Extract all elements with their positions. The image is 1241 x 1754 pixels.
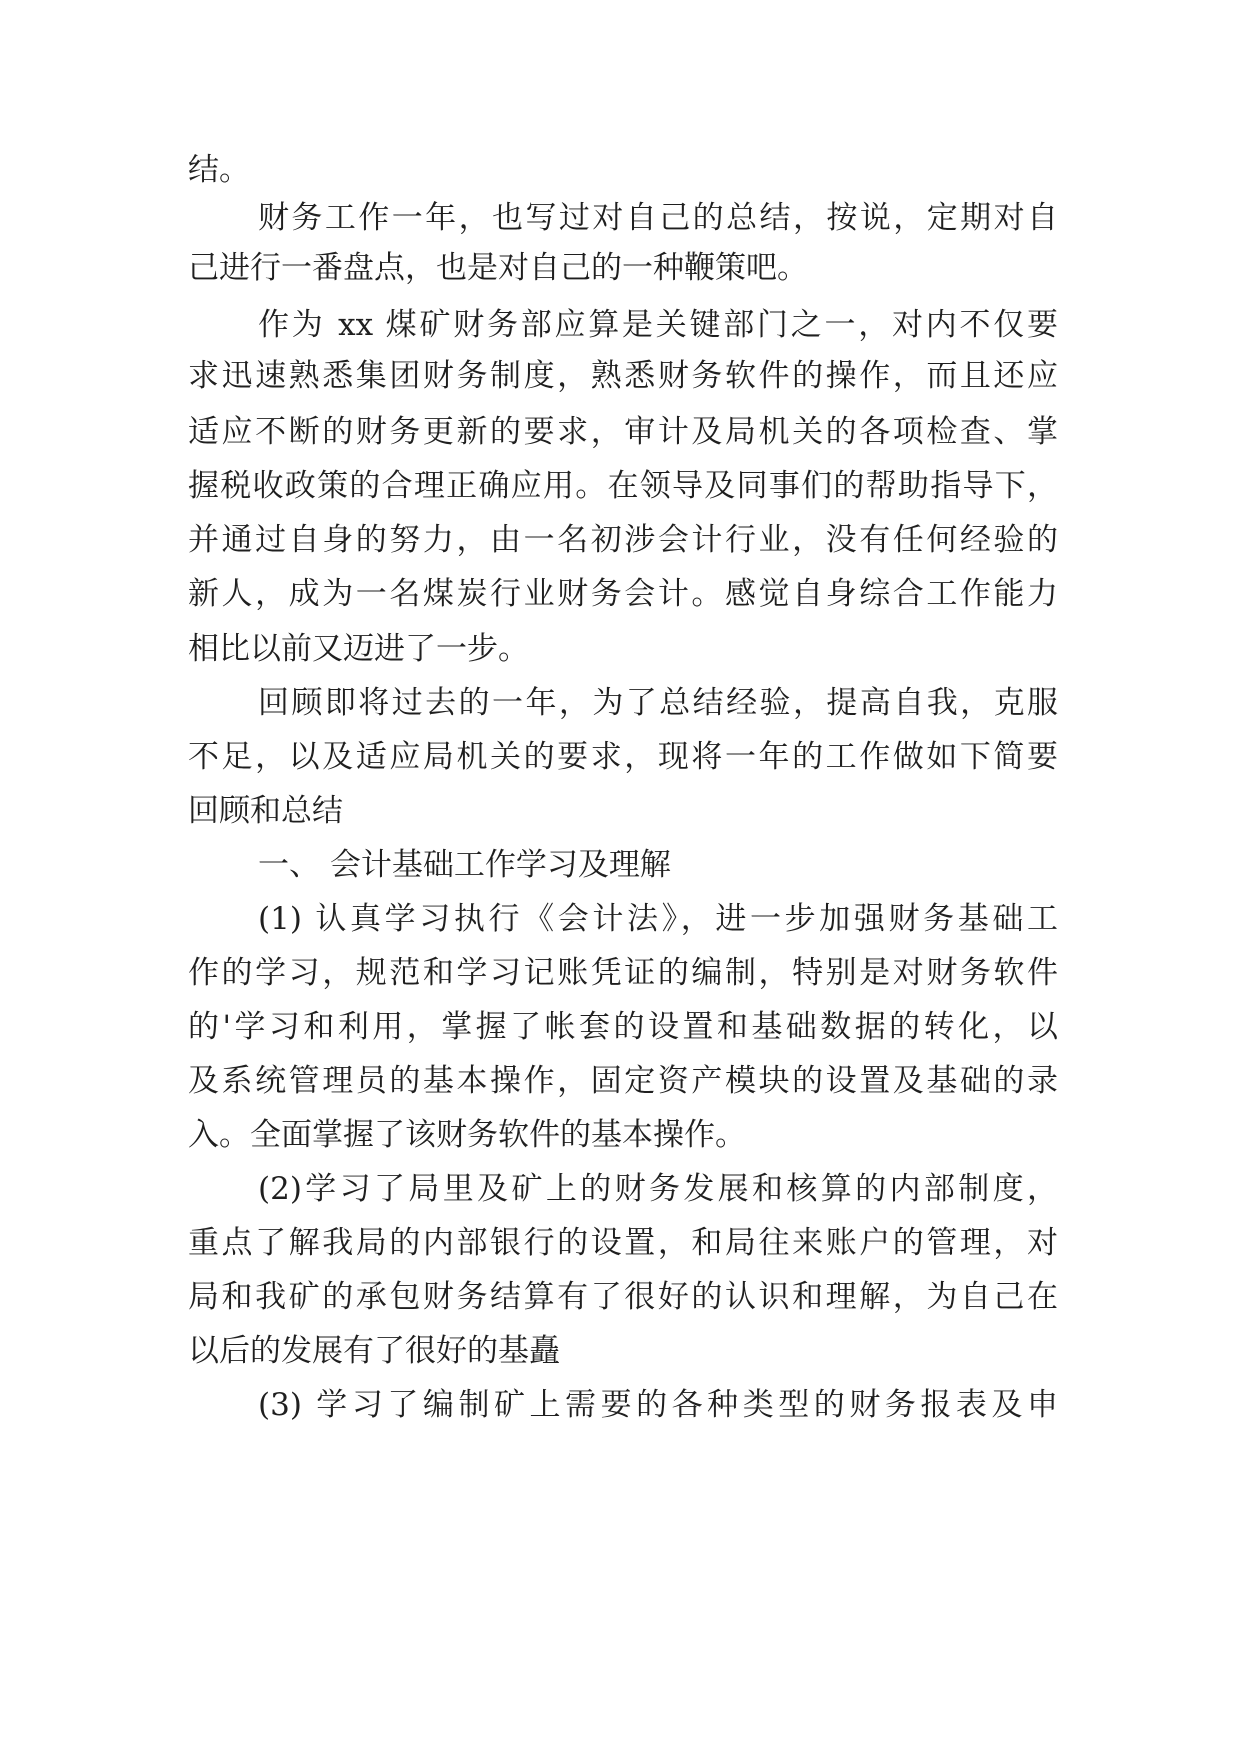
text-line-9: 新人，成为一名煤炭行业财务会计。感觉自身综合工作能力 bbox=[188, 576, 1058, 612]
text-line-17: 的'学习和利用，掌握了帐套的设置和基础数据的转化，以 bbox=[188, 1009, 1058, 1045]
section-heading-1: 一、 会计基础工作学习及理解 bbox=[258, 847, 671, 883]
text-line-5: 求迅速熟悉集团财务制度，熟悉财务软件的操作，而且还应 bbox=[188, 358, 1058, 394]
text-line-8: 并通过自身的努力，由一名初涉会计行业，没有任何经验的 bbox=[188, 522, 1058, 558]
text-line-11: 回顾即将过去的一年，为了总结经验，提高自我，克服 bbox=[258, 685, 1058, 721]
text-line-1: 结。 bbox=[188, 152, 250, 188]
text-line-3: 己进行一番盘点，也是对自己的一种鞭策吧。 bbox=[188, 250, 808, 286]
text-line-18: 及系统管理员的基本操作，固定资产模块的设置及基础的录 bbox=[188, 1063, 1058, 1099]
text-line-16: 作的学习，规范和学习记账凭证的编制，特别是对财务软件 bbox=[188, 955, 1058, 991]
text-line-23: 以后的发展有了很好的基矗 bbox=[188, 1333, 560, 1369]
text-line-22: 局和我矿的承包财务结算有了很好的认识和理解，为自己在 bbox=[188, 1279, 1058, 1315]
text-line-10: 相比以前又迈进了一步。 bbox=[188, 631, 529, 667]
text-line-13: 回顾和总结 bbox=[188, 793, 343, 829]
text-line-4: 作为 xx 煤矿财务部应算是关键部门之一，对内不仅要 bbox=[258, 307, 1058, 343]
text-line-2: 财务工作一年，也写过对自己的总结，按说，定期对自 bbox=[258, 200, 1058, 236]
text-line-21: 重点了解我局的内部银行的设置，和局往来账户的管理，对 bbox=[188, 1225, 1058, 1261]
text-line-19: 入。全面掌握了该财务软件的基本操作。 bbox=[188, 1117, 746, 1153]
text-line-24: (3) 学习了编制矿上需要的各种类型的财务报表及申 bbox=[258, 1387, 1058, 1423]
text-line-20: (2)学习了局里及矿上的财务发展和核算的内部制度， bbox=[258, 1171, 1058, 1207]
text-line-15: (1) 认真学习执行《会计法》，进一步加强财务基础工 bbox=[258, 901, 1058, 937]
text-line-6: 适应不断的财务更新的要求，审计及局机关的各项检查、掌 bbox=[188, 414, 1058, 450]
text-line-12: 不足，以及适应局机关的要求，现将一年的工作做如下简要 bbox=[188, 739, 1058, 775]
text-line-7: 握税收政策的合理正确应用。在领导及同事们的帮助指导下， bbox=[188, 468, 1058, 504]
